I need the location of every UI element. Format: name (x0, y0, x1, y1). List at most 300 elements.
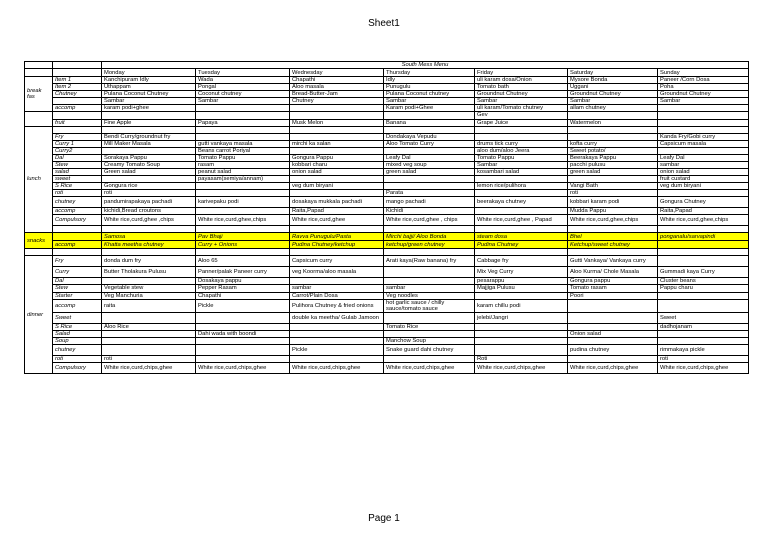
menu-cell (384, 312, 475, 323)
menu-cell: Leafy Dal (658, 154, 749, 161)
menu-cell: hot garlic sauce / chilly sauce/tomato sauce (384, 299, 475, 312)
menu-cell: Mysore Bonda (568, 77, 658, 84)
menu-row (25, 98, 749, 105)
menu-cell (475, 133, 568, 140)
row-label: Item 2 (53, 84, 102, 91)
menu-cell (475, 330, 568, 337)
menu-row (25, 323, 749, 330)
table-title: South Mess Menu (102, 62, 749, 69)
menu-cell (290, 147, 384, 154)
menu-row (25, 312, 749, 323)
menu-cell: Sambar (384, 98, 475, 105)
menu-cell: Manchow Soup (384, 337, 475, 344)
menu-cell: White rice,curd,chips,ghee (475, 363, 568, 374)
row-label: accomp (53, 241, 102, 249)
menu-cell: Idly (384, 77, 475, 84)
menu-cell: rimmakaya pickle (658, 345, 749, 356)
menu-row (25, 84, 749, 91)
menu-cell: aloo dum/aloo Jeera (475, 147, 568, 154)
menu-cell: Capsicum curry (290, 256, 384, 267)
menu-cell: Mudda Pappu (568, 208, 658, 215)
menu-cell: Punugulu (384, 84, 475, 91)
menu-cell: Pongal (196, 84, 290, 91)
menu-cell: dadhojanam (658, 323, 749, 330)
menu-cell (658, 330, 749, 337)
menu-cell: Pickle (196, 299, 290, 312)
menu-cell (196, 323, 290, 330)
day-header: Tuesday (196, 69, 290, 77)
menu-cell: Leafy Dal (384, 154, 475, 161)
menu-cell (102, 278, 196, 285)
menu-cell (568, 299, 658, 312)
menu-cell: veg Koorma/aloo masala (290, 267, 384, 278)
menu-cell: Uggani (568, 84, 658, 91)
row-label: chutney (53, 197, 102, 208)
row-label: Salad (53, 330, 102, 337)
menu-row (25, 140, 749, 147)
menu-cell: Sambar (196, 98, 290, 105)
row-label (53, 233, 102, 241)
menu-cell (658, 256, 749, 267)
menu-cell: Veg Manchuria (102, 292, 196, 299)
menu-cell: Chutney (290, 98, 384, 105)
menu-cell: gutti vankaya masala (196, 140, 290, 147)
day-header-row (25, 69, 749, 77)
menu-cell: Wada (196, 77, 290, 84)
menu-cell: Snake guard dahi chutney (384, 345, 475, 356)
menu-cell: White rice,curd,chips,ghee (102, 363, 196, 374)
menu-cell: mixed veg soup (384, 161, 475, 168)
menu-cell: veg dum biryani (290, 183, 384, 190)
row-label: Curry 1 (53, 140, 102, 147)
menu-cell (475, 323, 568, 330)
menu-cell: Groundnut Chutney (568, 91, 658, 98)
table-title-row (25, 62, 749, 69)
menu-cell: Pulana Coconut Chutney (102, 91, 196, 98)
menu-cell: Gongura Pappu (290, 154, 384, 161)
menu-cell: White rice,curd,chips,ghee (196, 363, 290, 374)
menu-cell (658, 249, 749, 256)
menu-cell (475, 249, 568, 256)
menu-cell: allam chutney (568, 105, 658, 112)
menu-cell: Beerakaya Pappu (568, 154, 658, 161)
row-label: Stew (53, 285, 102, 292)
meal-category (25, 112, 53, 126)
menu-cell (196, 126, 290, 133)
menu-cell: uli karam dosa/Onion (475, 77, 568, 84)
menu-cell: Tomato Pappu (475, 154, 568, 161)
menu-cell (290, 356, 384, 363)
menu-cell (568, 323, 658, 330)
menu-cell: Pudina Chutney/ketchup (290, 241, 384, 249)
menu-cell: mirchi ka salan (290, 140, 384, 147)
menu-cell (475, 337, 568, 344)
menu-cell: pandumirapakaya pachadi (102, 197, 196, 208)
menu-cell: Mirchi bajji/ Aloo Bonda (384, 233, 475, 241)
menu-cell: Majjiga Pulusu (475, 285, 568, 292)
row-label: Fry (53, 133, 102, 140)
menu-cell (658, 226, 749, 233)
menu-cell: White rice,curd,ghee , chips (384, 215, 475, 226)
menu-cell: White rice,curd,ghee ,chips (102, 215, 196, 226)
menu-cell: Onion salad (568, 330, 658, 337)
menu-cell (290, 126, 384, 133)
menu-row (25, 267, 749, 278)
menu-cell (102, 176, 196, 183)
menu-cell: onion salad (290, 169, 384, 176)
menu-cell (290, 226, 384, 233)
menu-cell: green salad (384, 169, 475, 176)
menu-row (25, 345, 749, 356)
menu-cell: White rice,curd,chips,ghee (568, 363, 658, 374)
menu-cell: Sambar (658, 98, 749, 105)
row-label: Chutney (53, 91, 102, 98)
menu-cell (658, 299, 749, 312)
menu-cell (475, 345, 568, 356)
menu-cell: Dahi wada with boondi (196, 330, 290, 337)
menu-cell: Karam podi+Ghee (384, 105, 475, 112)
menu-cell (475, 208, 568, 215)
menu-cell: fruit custard (658, 176, 749, 183)
row-label (53, 226, 102, 233)
menu-cell: kobbari karam podi (568, 197, 658, 208)
row-label (53, 126, 102, 133)
menu-table (24, 61, 749, 374)
menu-row (25, 356, 749, 363)
menu-cell (384, 330, 475, 337)
menu-cell: Uthappam (102, 84, 196, 91)
menu-cell (384, 176, 475, 183)
menu-cell (102, 226, 196, 233)
row-label: accomp (53, 299, 102, 312)
menu-cell: Chapathi (290, 77, 384, 84)
menu-cell: Grape Juice (475, 119, 568, 126)
menu-cell (290, 176, 384, 183)
menu-cell: Carrot/Plain Dosa (290, 292, 384, 299)
row-label: Curry2 (53, 147, 102, 154)
menu-cell (196, 356, 290, 363)
menu-cell: kobbari charu (290, 161, 384, 168)
menu-row (25, 91, 749, 98)
menu-cell (568, 337, 658, 344)
menu-cell (102, 249, 196, 256)
menu-cell (290, 105, 384, 112)
menu-cell: drums tick curry (475, 140, 568, 147)
menu-cell: Pudina Chutney (475, 241, 568, 249)
menu-cell: beerakaya chutney (475, 197, 568, 208)
menu-row (25, 299, 749, 312)
menu-cell (290, 133, 384, 140)
menu-row (25, 133, 749, 140)
menu-cell (475, 176, 568, 183)
row-label: accomp (53, 105, 102, 112)
menu-cell: Groundnut Chutney (475, 91, 568, 98)
menu-row (25, 215, 749, 226)
menu-cell: payasam(semiya/annam) (196, 176, 290, 183)
menu-cell (658, 119, 749, 126)
menu-cell (568, 356, 658, 363)
menu-cell: Arati kaya(Raw banana) fry (384, 256, 475, 267)
menu-cell (196, 112, 290, 119)
menu-row (25, 330, 749, 337)
menu-cell: Pulana Coconut chutney (384, 91, 475, 98)
menu-cell: Ketchup/sweet chutney (568, 241, 658, 249)
menu-cell: mango pachadi (384, 197, 475, 208)
menu-cell (384, 126, 475, 133)
row-label: sweet (53, 176, 102, 183)
row-label: fruit (53, 119, 102, 126)
menu-cell: Sweet (658, 312, 749, 323)
menu-cell: Papaya (196, 119, 290, 126)
menu-row (25, 183, 749, 190)
menu-cell (658, 292, 749, 299)
menu-cell (658, 112, 749, 119)
menu-cell (384, 356, 475, 363)
menu-cell (568, 226, 658, 233)
menu-cell: Watermelon (568, 119, 658, 126)
menu-cell: ketchup/green chutney (384, 241, 475, 249)
menu-row (25, 190, 749, 197)
menu-cell: Pav Bhaji (196, 233, 290, 241)
row-label: salad (53, 169, 102, 176)
menu-cell: roti (568, 190, 658, 197)
menu-row (25, 197, 749, 208)
menu-cell (568, 133, 658, 140)
menu-row (25, 77, 749, 84)
menu-cell: White rice,curd,ghee,chips (568, 215, 658, 226)
menu-cell: Sweet potato/ (568, 147, 658, 154)
menu-cell: Mix Veg Curry (475, 267, 568, 278)
menu-row (25, 285, 749, 292)
menu-cell: Sambar (102, 98, 196, 105)
menu-cell: raita (102, 299, 196, 312)
menu-cell (196, 133, 290, 140)
menu-row (25, 126, 749, 133)
menu-cell (196, 190, 290, 197)
menu-cell (384, 112, 475, 119)
menu-cell (384, 278, 475, 285)
menu-cell: Khatta meetha chutney (102, 241, 196, 249)
menu-cell: Kichidi (384, 208, 475, 215)
menu-cell: Panner/palak Paneer curry (196, 267, 290, 278)
menu-cell (658, 190, 749, 197)
menu-cell: Gongura rice (102, 183, 196, 190)
menu-row (25, 337, 749, 344)
menu-cell: Aloo masala (290, 84, 384, 91)
menu-cell: White rice,curd,ghee,chips (658, 215, 749, 226)
menu-cell: Gummadi kaya Curry (658, 267, 749, 278)
menu-cell: Ravva Punugulu/Pasta (290, 233, 384, 241)
menu-cell: green salad (568, 169, 658, 176)
menu-cell: Vegetable stew (102, 285, 196, 292)
menu-cell (196, 105, 290, 112)
menu-cell (290, 278, 384, 285)
menu-cell: Raita,Papad (290, 208, 384, 215)
menu-cell: uli karam/Tomato chutney (475, 105, 568, 112)
menu-row (25, 208, 749, 215)
menu-cell: White rice,curd,ghee , Papad (475, 215, 568, 226)
menu-cell: roti (102, 356, 196, 363)
menu-cell (568, 176, 658, 183)
menu-cell (384, 147, 475, 154)
menu-cell: Tomato rasam (568, 285, 658, 292)
row-label (53, 98, 102, 105)
menu-row (25, 154, 749, 161)
menu-cell (102, 147, 196, 154)
menu-row (25, 169, 749, 176)
menu-row (25, 233, 749, 241)
menu-cell: Kanchipuram Idly (102, 77, 196, 84)
menu-cell (568, 312, 658, 323)
menu-cell (384, 226, 475, 233)
menu-cell (102, 345, 196, 356)
menu-cell: Raita,Papad (658, 208, 749, 215)
menu-cell: double ka meetha/ Gulab Jamoon (290, 312, 384, 323)
menu-cell: Tomato Pappu (196, 154, 290, 161)
menu-cell (290, 190, 384, 197)
menu-row (25, 176, 749, 183)
menu-cell (475, 292, 568, 299)
meal-category: lunch (25, 126, 53, 233)
menu-cell: Roti (475, 356, 568, 363)
menu-cell: Creamy Tomato Soup (102, 161, 196, 168)
menu-cell (290, 337, 384, 344)
menu-cell: kofta curry (568, 140, 658, 147)
day-header: Friday (475, 69, 568, 77)
menu-cell: White rice,curd,ghee,chips (196, 215, 290, 226)
menu-row (25, 278, 749, 285)
menu-cell: Aloo 65 (196, 256, 290, 267)
menu-cell (658, 147, 749, 154)
menu-cell: Poha (658, 84, 749, 91)
menu-row (25, 226, 749, 233)
menu-cell: Pappu charu (658, 285, 749, 292)
row-label: Item 1 (53, 77, 102, 84)
menu-cell (196, 337, 290, 344)
menu-cell: Aloo Tomato Curry (384, 140, 475, 147)
menu-cell (290, 323, 384, 330)
row-label: Fry (53, 256, 102, 267)
menu-cell: Gongura pappu (568, 278, 658, 285)
menu-row (25, 119, 749, 126)
menu-cell: Bread-Butter-Jam (290, 91, 384, 98)
menu-cell: Tomato bath (475, 84, 568, 91)
row-label: Dal (53, 278, 102, 285)
menu-cell: Fine Apple (102, 119, 196, 126)
menu-cell: kichidi,Bread croutons (102, 208, 196, 215)
menu-cell: pudina chutney (568, 345, 658, 356)
menu-cell: Sambar (475, 98, 568, 105)
menu-cell (196, 208, 290, 215)
row-label: Compulsory (53, 215, 102, 226)
menu-cell (658, 105, 749, 112)
day-header: Wednesday (290, 69, 384, 77)
menu-cell (475, 226, 568, 233)
menu-cell: Samosa (102, 233, 196, 241)
menu-cell (290, 249, 384, 256)
menu-cell: karam chillu podi (475, 299, 568, 312)
menu-cell: Sorakaya Pappu (102, 154, 196, 161)
menu-cell (384, 267, 475, 278)
menu-cell (658, 337, 749, 344)
menu-cell: White rice,curd,chips,ghee (384, 363, 475, 374)
menu-cell: Aloo Rice (102, 323, 196, 330)
menu-cell (102, 126, 196, 133)
menu-cell: kosambari salad (475, 169, 568, 176)
menu-cell: Pepper Rasam (196, 285, 290, 292)
menu-cell: sambar (290, 285, 384, 292)
menu-cell: Mill Maker Masala (102, 140, 196, 147)
menu-cell: Pulihora Chutney & fried onions (290, 299, 384, 312)
row-label: Dal (53, 154, 102, 161)
row-label: Curry (53, 267, 102, 278)
menu-cell: donda dum fry (102, 256, 196, 267)
day-header: Monday (102, 69, 196, 77)
menu-cell (102, 312, 196, 323)
menu-row (25, 147, 749, 154)
menu-cell (196, 345, 290, 356)
menu-cell: ponganalu/sarvapindi (658, 233, 749, 241)
menu-cell (384, 249, 475, 256)
menu-cell: onion salad (658, 169, 749, 176)
menu-cell (290, 112, 384, 119)
menu-cell (475, 126, 568, 133)
menu-cell (568, 126, 658, 133)
menu-cell: Gev (475, 112, 568, 119)
menu-cell: veg dum biryani (658, 183, 749, 190)
menu-cell: Gutti Vankaya/ Vankaya curry (568, 256, 658, 267)
menu-row (25, 241, 749, 249)
menu-cell (290, 330, 384, 337)
menu-cell: Coconut chutney (196, 91, 290, 98)
row-label: accomp (53, 208, 102, 215)
row-label: roti (53, 190, 102, 197)
row-label: roti (53, 356, 102, 363)
menu-cell: Parata (384, 190, 475, 197)
menu-cell: Groundnut Chutney (658, 91, 749, 98)
menu-cell: Sambar (475, 161, 568, 168)
menu-cell: rasam (196, 161, 290, 168)
menu-cell: Veg noodles (384, 292, 475, 299)
menu-cell: Gongura Chutney (658, 197, 749, 208)
menu-cell: White rice,curd,chips,ghee (290, 363, 384, 374)
menu-cell (196, 249, 290, 256)
menu-cell: Cabbage fry (475, 256, 568, 267)
menu-cell: sambar (658, 161, 749, 168)
menu-cell: Bhel (568, 233, 658, 241)
menu-row (25, 105, 749, 112)
row-label: S Rice (53, 183, 102, 190)
meal-category (25, 249, 53, 256)
menu-cell (102, 330, 196, 337)
menu-row (25, 249, 749, 256)
menu-cell: steam dosa (475, 233, 568, 241)
day-header: Sunday (658, 69, 749, 77)
row-label: Sweet (53, 312, 102, 323)
menu-cell (196, 183, 290, 190)
menu-cell: karivepaku podi (196, 197, 290, 208)
menu-cell: Beans carrot Poriyal (196, 147, 290, 154)
meal-category: snacks (25, 233, 53, 249)
menu-cell: Capsicum masala (658, 140, 749, 147)
row-label (53, 249, 102, 256)
menu-cell: Poori (568, 292, 658, 299)
row-label: S Rice (53, 323, 102, 330)
menu-row (25, 292, 749, 299)
day-header: Thursday (384, 69, 475, 77)
menu-cell: Chapathi (196, 292, 290, 299)
menu-cell: roti (102, 190, 196, 197)
